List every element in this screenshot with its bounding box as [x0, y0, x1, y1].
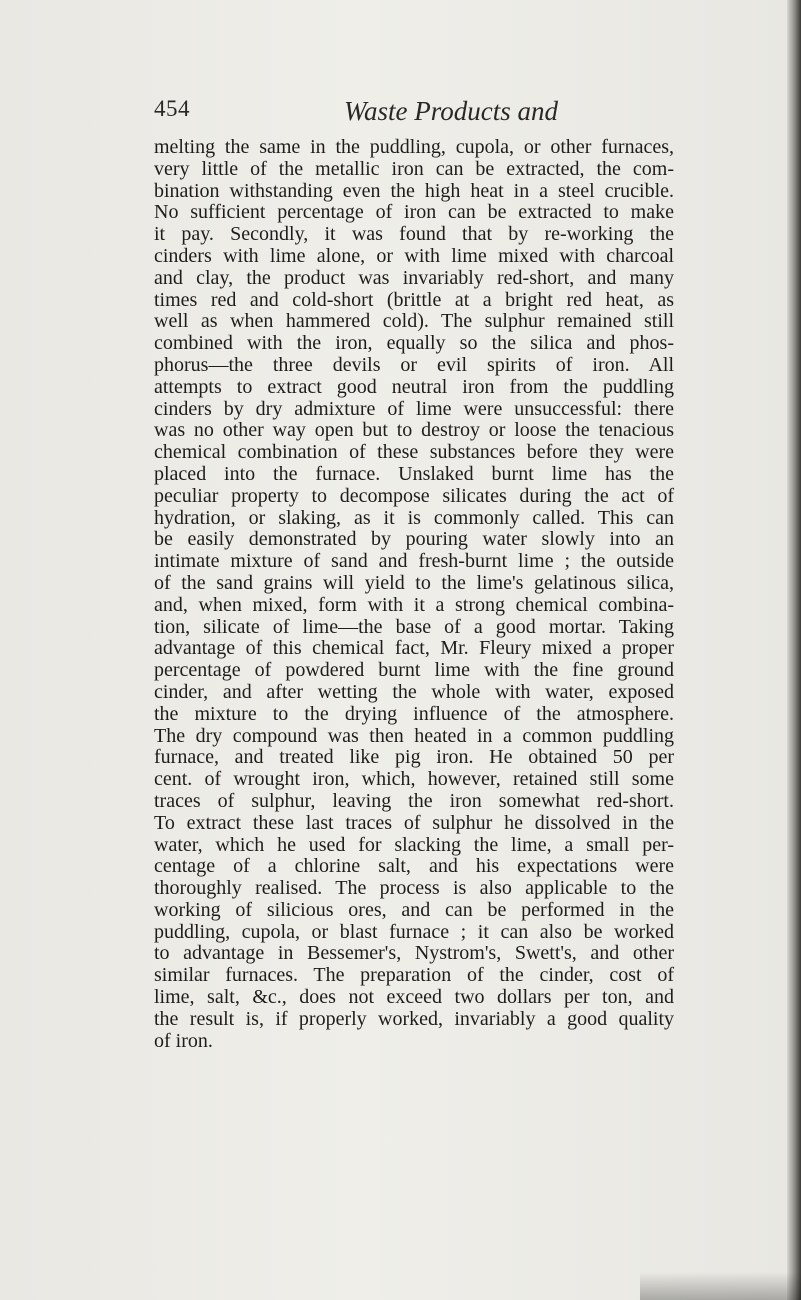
text-line: of the sand grains will yield to the lime's gelatinous silica,: [154, 571, 674, 594]
text-line: well as when hammered cold). The sulphur remained still: [154, 310, 674, 333]
text-line: advantage of this chemical fact, Mr. Fleury mixed a proper: [154, 637, 674, 660]
text-line: furnace, and treated like pig iron. He obtained 50 per: [154, 746, 674, 769]
text-line: chemical combination of these substances before they were: [154, 441, 674, 464]
body-text: [154, 137, 674, 1052]
text-line: times red and cold-short (brittle at a bright red heat, as: [154, 288, 674, 311]
text-line: No sufficient percentage of iron can be extracted to make: [154, 201, 674, 224]
text-line: hydration, or slaking, as it is commonly called. This can: [154, 506, 674, 529]
text-line: intimate mixture of sand and fresh-burnt lime ; the outside: [154, 550, 674, 573]
text-line: very little of the metallic iron can be extracted, the com-: [154, 157, 674, 180]
text-line: traces of sulphur, leaving the iron somewhat red-short.: [154, 789, 674, 812]
text-line: The dry compound was then heated in a common puddling: [154, 724, 674, 747]
text-line: lime, salt, &c., does not exceed two dollars per ton, and: [154, 986, 674, 1009]
text-line: combined with the iron, equally so the silica and phos-: [154, 332, 674, 355]
text-line: centage of a chlorine salt, and his expectations were: [154, 855, 674, 878]
binding-edge: [787, 0, 801, 1300]
text-line: to advantage in Bessemer's, Nystrom's, Swett's, and other: [154, 942, 674, 965]
page-number: 454: [154, 96, 190, 121]
text-line: placed into the furnace. Unslaked burnt lime has the: [154, 462, 674, 485]
text-line: melting the same in the puddling, cupola, or other furnaces,: [154, 136, 674, 158]
text-line: To extract these last traces of sulphur he dissolved in the: [154, 811, 674, 834]
text-line: of iron.: [154, 1029, 213, 1052]
text-line: was no other way open but to destroy or loose the tenacious: [154, 419, 674, 442]
text-line: the mixture to the drying influence of the atmosphere.: [154, 702, 674, 725]
text-line: the result is, if properly worked, invariably a good quality: [154, 1007, 674, 1030]
text-line: it pay. Secondly, it was found that by re-working the: [154, 223, 674, 246]
text-line: cinders by dry admixture of lime were unsuccessful: there: [154, 397, 674, 420]
text-line: be easily demonstrated by pouring water slowly into an: [154, 528, 674, 551]
text-line: peculiar property to decompose silicates during the act of: [154, 484, 674, 507]
running-head: Waste Products and: [344, 96, 558, 126]
text-line: cinders with lime alone, or with lime mixed with charcoal: [154, 244, 674, 267]
text-line: and clay, the product was invariably red-short, and many: [154, 266, 674, 289]
text-line: puddling, cupola, or blast furnace ; it can also be worked: [154, 920, 674, 943]
text-line: bination withstanding even the high heat in a steel crucible.: [154, 179, 674, 202]
text-line: phorus—the three devils or evil spirits of iron. All: [154, 353, 674, 376]
page-shadow: [640, 1272, 801, 1300]
text-line: and, when mixed, form with it a strong chemical combina-: [154, 593, 674, 616]
text-line: thoroughly realised. The process is also applicable to the: [154, 877, 674, 900]
text-line: percentage of powdered burnt lime with the fine ground: [154, 659, 674, 682]
page-header: [154, 96, 674, 136]
text-line: similar furnaces. The preparation of the cinder, cost of: [154, 964, 674, 987]
text-line: cent. of wrought iron, which, however, retained still some: [154, 768, 674, 791]
text-line: working of silicious ores, and can be performed in the: [154, 898, 674, 921]
text-line: cinder, and after wetting the whole with water, exposed: [154, 680, 674, 703]
text-line: attempts to extract good neutral iron from the puddling: [154, 375, 674, 398]
text-line: water, which he used for slacking the lime, a small per-: [154, 833, 674, 856]
text-line: tion, silicate of lime—the base of a good mortar. Taking: [154, 615, 674, 638]
